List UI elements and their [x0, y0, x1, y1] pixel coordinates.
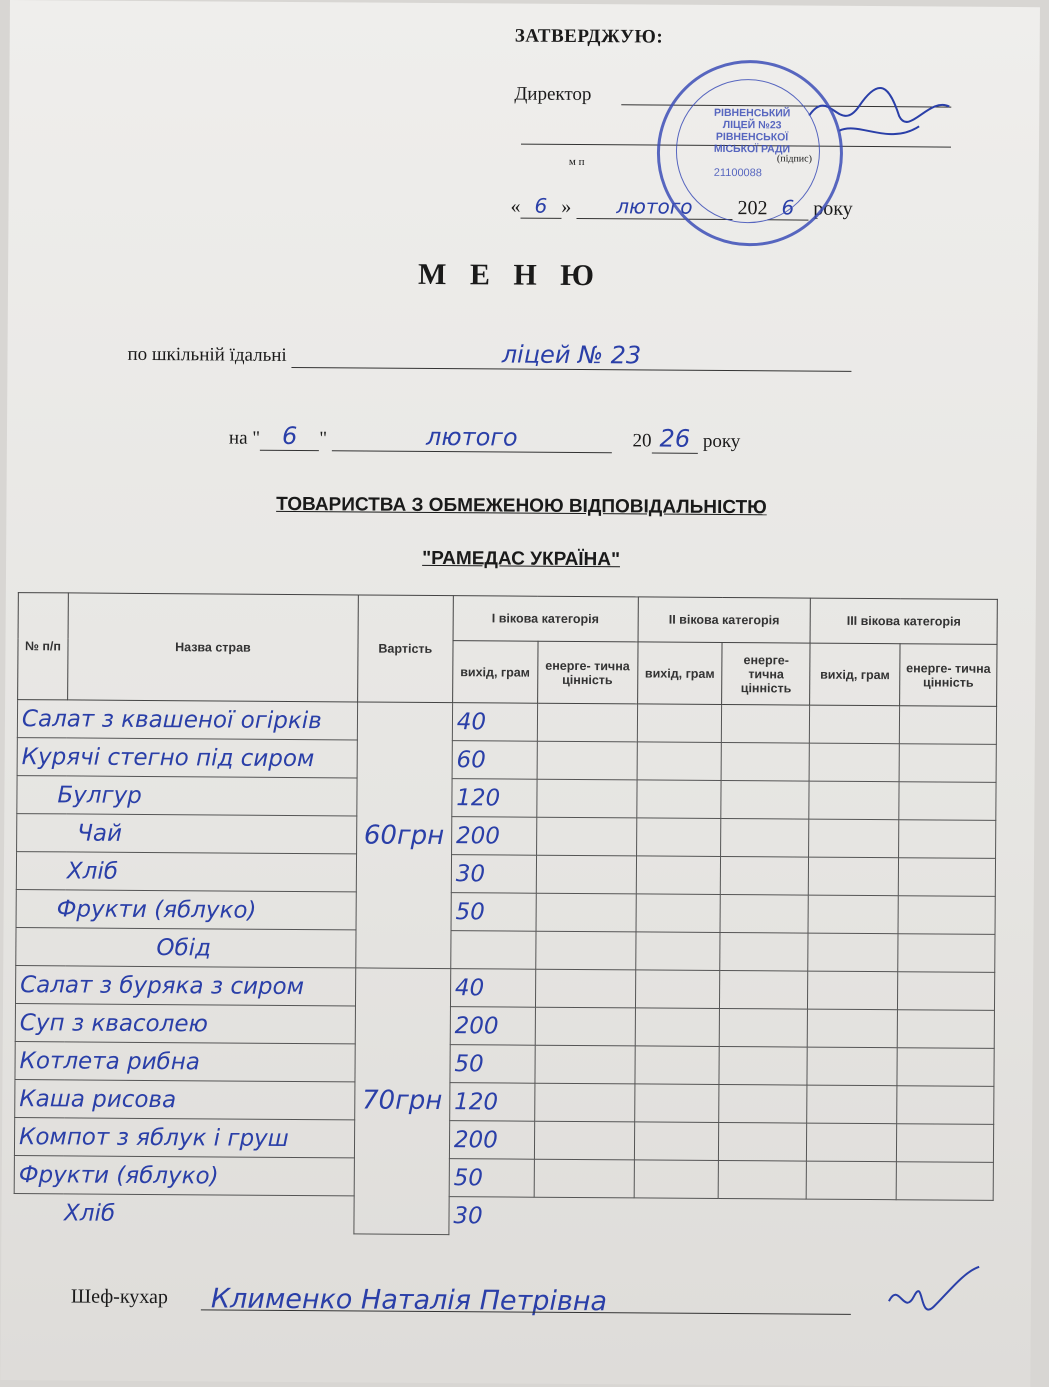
menu-table	[13, 592, 997, 1238]
energy-cell	[897, 1048, 994, 1087]
chef-label: Шеф-кухар	[70, 1285, 168, 1309]
output-cell	[808, 895, 898, 934]
header-category-1: І вікова категорія	[453, 596, 638, 642]
energy-cell	[721, 818, 809, 857]
dish-output: 120	[450, 1083, 535, 1122]
energy-cell	[536, 893, 636, 932]
energy-cell	[535, 931, 635, 970]
menu-date-year-word: року	[702, 430, 741, 453]
chef-name: Клименко Наталія Петрівна	[210, 1283, 608, 1318]
energy-cell	[535, 1007, 635, 1046]
company-name-line1: ТОВАРИСТВА З ОБМЕЖЕНОЮ ВІДПОВІДАЛЬНІСТЮ	[276, 493, 767, 519]
energy-cell	[720, 894, 808, 933]
menu-date-year-suffix: 26	[652, 424, 699, 453]
energy-cell	[720, 1008, 808, 1047]
energy-cell	[898, 972, 995, 1011]
dish-name: Фрукти (яблуко)	[14, 1156, 354, 1196]
energy-cell	[534, 1083, 634, 1122]
approval-month: лютого	[576, 194, 732, 220]
menu-date-year-prefix: 20	[632, 430, 652, 452]
dish-output: 40	[450, 969, 535, 1008]
output-cell	[809, 781, 899, 820]
dish-output: 200	[449, 1121, 534, 1160]
output-cell	[634, 1122, 719, 1161]
canteen-line	[127, 338, 851, 372]
dish-output: 40	[452, 703, 537, 742]
dish-name: Салат з квашеної огірків	[17, 700, 357, 740]
header-number: № п/п	[18, 593, 69, 700]
energy-cell	[721, 742, 809, 781]
approval-day: 6	[520, 194, 561, 219]
menu-date-month: лютого	[332, 422, 612, 453]
table-row	[14, 1194, 993, 1238]
energy-cell	[719, 1046, 807, 1085]
header-output-2: вихід, грам	[637, 642, 722, 705]
dish-output: 60	[452, 741, 537, 780]
stamp-code: 21100088	[713, 166, 762, 180]
price-lunch: 70грн	[354, 968, 451, 1234]
dish-name: Чай	[17, 814, 357, 854]
header-output-3: вихід, грам	[810, 643, 900, 706]
dish-name: Суп з квасолею	[15, 1004, 355, 1044]
output-cell	[634, 1046, 719, 1085]
header-dish-name: Назва страв	[68, 593, 359, 702]
energy-cell	[897, 1010, 994, 1049]
energy-cell	[722, 704, 810, 743]
energy-cell	[721, 856, 809, 895]
menu-date-day: 6	[260, 422, 319, 451]
energy-cell	[535, 1045, 635, 1084]
output-cell	[637, 742, 722, 781]
approval-title: ЗАТВЕРДЖУЮ:	[514, 25, 664, 48]
canteen-label: по шкільній їдальні	[127, 343, 287, 366]
company-name-line2: "РАМЕДАС УКРАЇНА"	[422, 547, 621, 571]
output-cell	[635, 970, 720, 1009]
dish-output: 200	[450, 1007, 535, 1046]
chef-signature	[879, 1261, 989, 1332]
canteen-value: ліцей № 23	[291, 339, 851, 372]
approval-year-word: року	[813, 197, 853, 220]
dish-output: 30	[453, 1202, 483, 1229]
dish-name: Хліб	[16, 852, 356, 892]
director-label: Директор	[514, 83, 592, 106]
output-cell	[635, 932, 720, 971]
energy-cell	[898, 896, 995, 935]
dish-output	[451, 931, 536, 970]
output-cell	[634, 1084, 719, 1123]
energy-cell	[718, 1198, 806, 1236]
header-energy-3: енерге- тична цінність	[900, 644, 997, 707]
output-cell	[637, 704, 722, 743]
header-energy-2: енерге- тична цінність	[722, 642, 810, 705]
dish-name: Хліб	[63, 1199, 116, 1227]
dish-name: Булгур	[17, 776, 357, 816]
date-close-quote: »	[561, 195, 572, 218]
dish-name: Котлета рибна	[15, 1042, 355, 1082]
output-cell	[808, 971, 898, 1010]
energy-cell	[720, 970, 808, 1009]
mp-label: м п	[568, 155, 585, 169]
dish-output: 200	[451, 817, 536, 856]
energy-cell	[534, 1121, 634, 1160]
output-cell	[635, 1008, 720, 1047]
output-cell	[809, 743, 899, 782]
dish-name: Курячі стегно під сиром	[17, 738, 357, 778]
energy-cell	[719, 1160, 807, 1199]
energy-cell	[536, 817, 636, 856]
energy-cell	[537, 779, 637, 818]
output-cell	[809, 857, 899, 896]
energy-cell	[898, 858, 995, 897]
dish-name: Салат з буряка з сиром	[15, 966, 355, 1006]
output-cell	[808, 933, 898, 972]
output-cell	[810, 705, 900, 744]
output-cell	[636, 894, 721, 933]
output-cell	[807, 1047, 897, 1086]
energy-cell	[899, 744, 996, 783]
stamp-text: РІВНЕНСЬКИЙ ЛІЦЕЙ №23 РІВНЕНСЬКОЇ МІСЬКОЇ РАДИ	[713, 106, 791, 156]
dish-name: Фрукти (яблуко)	[16, 890, 356, 930]
page-title: М Е Н Ю	[417, 257, 603, 293]
output-cell	[636, 856, 721, 895]
energy-cell	[720, 932, 808, 971]
header-energy-1: енерге- тична цінність	[537, 641, 637, 704]
price-breakfast: 60грн	[356, 702, 453, 969]
output-cell	[807, 1123, 897, 1162]
energy-cell	[537, 741, 637, 780]
approval-year-prefix: 202	[737, 197, 768, 220]
menu-date-prefix: на "	[228, 427, 261, 449]
menu-date	[229, 422, 741, 455]
energy-cell	[537, 703, 637, 742]
dish-output: 120	[452, 779, 537, 818]
energy-cell	[896, 1200, 993, 1238]
energy-cell	[719, 1122, 807, 1161]
dish-name: Каша рисова	[15, 1080, 355, 1120]
energy-cell	[536, 855, 636, 894]
dish-name: Обід	[16, 928, 356, 968]
energy-cell	[899, 782, 996, 821]
dish-output: 50	[451, 893, 536, 932]
energy-cell	[535, 969, 635, 1008]
output-cell	[633, 1198, 718, 1236]
official-stamp	[656, 60, 843, 247]
dish-output: 30	[451, 855, 536, 894]
output-cell	[634, 1160, 719, 1199]
energy-cell	[534, 1159, 634, 1198]
output-cell	[807, 1009, 897, 1048]
output-cell	[806, 1199, 896, 1237]
output-cell	[636, 818, 721, 857]
dish-output: 50	[450, 1045, 535, 1084]
output-cell	[809, 819, 899, 858]
energy-cell	[899, 820, 996, 859]
dish-name: Компот з яблук і груш	[14, 1118, 354, 1158]
header-price: Вартість	[357, 595, 453, 703]
signature-label: (підпис)	[776, 153, 812, 165]
energy-cell	[721, 780, 809, 819]
energy-cell	[896, 1162, 993, 1201]
energy-cell	[897, 1124, 994, 1163]
header-category-2: ІІ вікова категорія	[638, 597, 811, 643]
energy-cell	[719, 1084, 807, 1123]
dish-output: 50	[449, 1159, 534, 1198]
approval-year-suffix: 6	[767, 195, 808, 220]
output-cell	[636, 780, 721, 819]
output-cell	[807, 1085, 897, 1124]
energy-cell	[898, 934, 995, 973]
energy-cell	[899, 706, 996, 745]
output-cell	[806, 1161, 896, 1200]
energy-cell	[534, 1197, 634, 1235]
date-open-quote: «	[510, 195, 521, 218]
energy-cell	[897, 1086, 994, 1125]
menu-date-quote: "	[319, 428, 328, 450]
header-output-1: вихід, грам	[452, 641, 537, 704]
header-category-3: ІІІ вікова категорія	[810, 598, 997, 644]
